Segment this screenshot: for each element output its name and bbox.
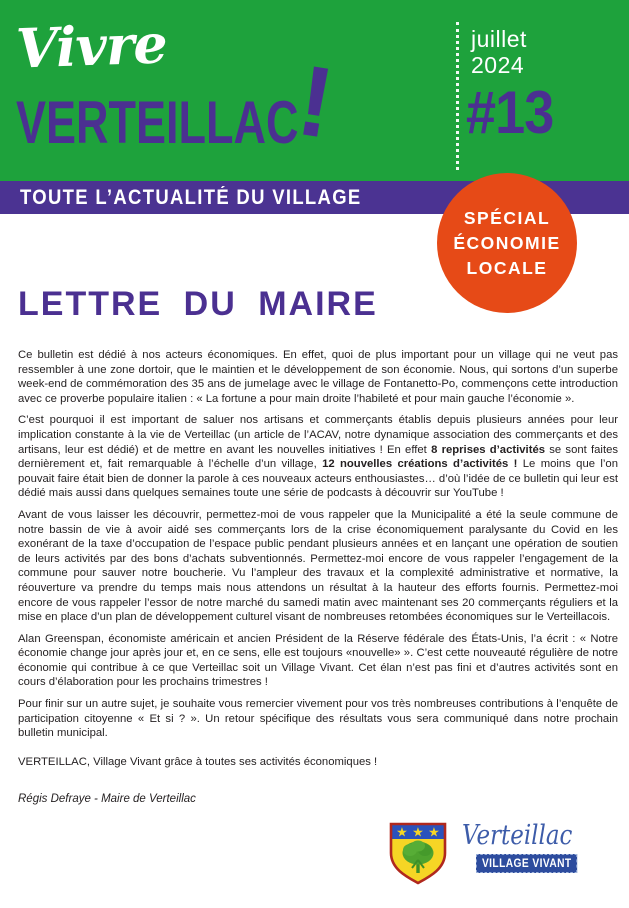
issue-year: 2024: [471, 52, 525, 78]
footer-logo: [388, 820, 598, 890]
emphasis-text: 12 nouvelles créations d’activités !: [322, 458, 518, 471]
mayor-signature: Régis Defraye - Maire de Verteillac: [18, 793, 196, 806]
body-text: C’est pourquoi il est important de saluer nos artisans et commerçants établis depuis plusieurs années pour leur implication constante à la vie de Verteillac (un article de l’ACAV, notre dynamique association des commerçants et des artisans, leur est dédié) et de mettre en avant les nouvelles initiatives ! En effet: [18, 414, 618, 456]
letter-heading: LETTRE DU MAIRE: [18, 285, 378, 323]
issue-number: #13: [466, 79, 554, 146]
body-text: Avant de vous laisser les découvrir, permettez-moi de vous rappeler que la Municipalité a été la seule commune de notre bassin de vie à avoir aidé ses commerçants lors de la crise économiquement paralysante du Covid en les exonérant de la taxe d’occupation de l’espace public pendant plusieurs années et en lançant une opération de soutien de leurs activités par des bons d’achats subventionnés. Permettez-moi encore de vous rappeler l’engagement de la commune pour sauver notre boucherie. Vu l’ampleur des travaux et la complexité administrative et normative, la réouverture va prendre du temps mais nous attendons un résultat à la hauteur des efforts fournis. Permettez-moi encore de vous rappeler l’essor de notre marché du samedi matin avec maintenant ses 20 commerçants réguliers et la mise en place d’un plan de développement culturel visant de nombreuses retombées économiques sur le Verteillacois.: [18, 508, 618, 624]
masthead-main-title: VERTEILLAC: [16, 89, 299, 156]
village-vivant-badge: VILLAGE VIVANT: [476, 854, 578, 873]
wordmark-script-name: Verteillac: [462, 820, 573, 851]
letter-paragraph-1: [18, 348, 618, 406]
letter-section: [18, 285, 618, 805]
crest-star-icon: ★: [412, 824, 424, 840]
emphasis-text: 8 reprises d’activités: [431, 443, 546, 456]
letter-paragraph-3: [18, 508, 618, 625]
letter-closing-line: VERTEILLAC, Village Vivant grâce à toutes ses activités économiques !: [18, 755, 378, 768]
issue-month: juillet: [471, 26, 527, 52]
verteillac-wordmark: [462, 820, 595, 873]
body-text: Le moins que l’on pouvait faire était bien de donner la parole à ces nouveaux acteurs enthousiastes… d’où l’idée de ce bulletin qui leur est dédié mais aussi dans quelques semaines toute une série de podcasts à découvrir sur YouTube !: [18, 458, 618, 500]
masthead-script-title: Vivre: [14, 11, 168, 81]
crest-star-icon: ★: [396, 824, 408, 840]
badge-line-1: SPÉCIAL: [463, 207, 551, 228]
letter-paragraph-2: [18, 413, 618, 501]
badge-line-3: LOCALE: [466, 257, 548, 278]
dotted-divider: [456, 22, 459, 170]
body-text: Ce bulletin est dédié à nos acteurs économiques. En effet, quoi de plus important pour un village qui ne veut pas ressembler à une zone dortoir, que le maintien et le développement de son économie. Nous, qui sortons d’un superbe week-end de commémoration des 35 ans de jumelage avec le village de Fontanetto-Po, commençons cette introduction avec ce proverbe populaire italien : « La fortune a pour main droite l’habileté et pour main gauche l’économie ».: [18, 349, 618, 405]
body-text: Pour finir sur un autre sujet, je souhaite vous remercier vivement pour vos très nombreuses contributions à l’enquête de participation citoyenne « Et si ? ». Un retour spécifique des résultats vous sera communiqué dans notre prochain bulletin municipal.: [18, 698, 618, 740]
verteillac-crest-icon: [388, 820, 448, 886]
crest-star-icon: ★: [428, 824, 440, 840]
body-text: Alan Greenspan, économiste américain et ancien Président de la Réserve fédérale des États-Unis, l’a écrit : « Notre économie change jour après jour et, en ce sens, elle est toujours «nouvelle» ». C’est cette nouveauté régulière de notre économie qui contribue à ce que Verteillac soit un Village Vivant. Cet élan n’est pas fini et d’autres activités sont en cours d’élaboration pour les prochains trimestres !: [18, 632, 618, 689]
special-economie-badge: [437, 173, 577, 313]
letter-paragraph-4: [18, 632, 618, 690]
masthead: [0, 0, 629, 181]
body-text: se sont faites dernièrement et, fait remarquable à l’échelle d’un village,: [18, 443, 619, 471]
letter-paragraph-5: [18, 697, 618, 741]
badge-line-2: ÉCONOMIE: [453, 232, 561, 253]
tagline-text: TOUTE L’ACTUALITÉ DU VILLAGE: [20, 185, 362, 209]
exclamation-mark: !: [290, 44, 341, 160]
